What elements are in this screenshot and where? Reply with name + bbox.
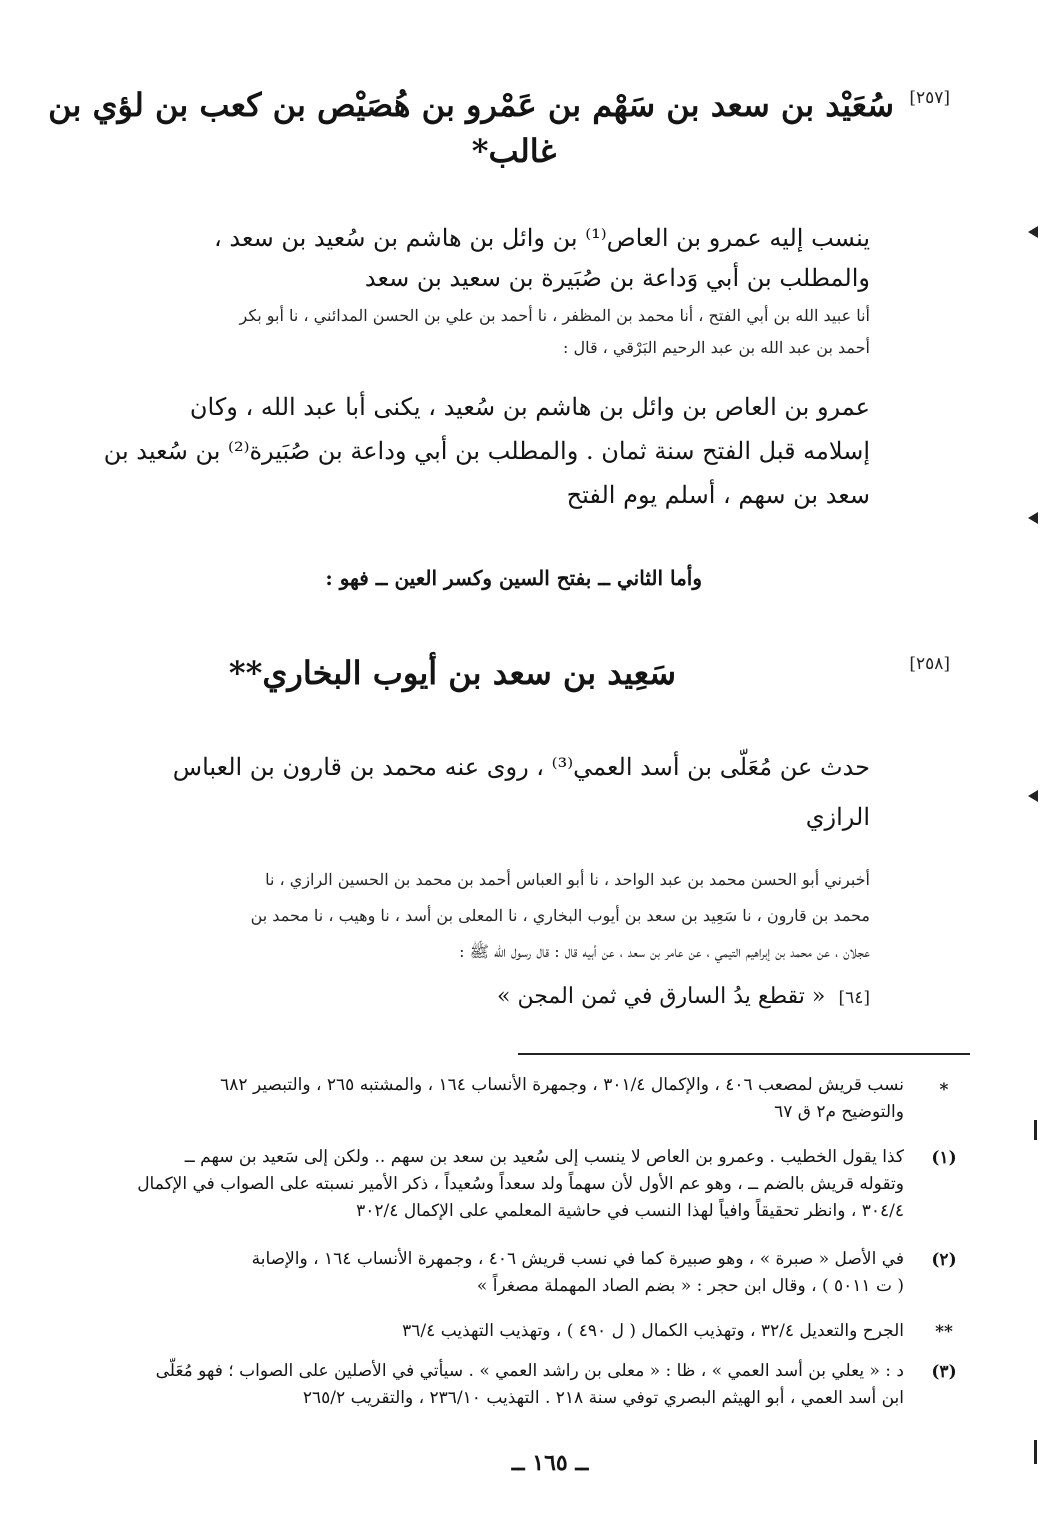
footnote-double-star	[144, 1318, 904, 1345]
transition-line: وأما الثاني ــ بفتح السين وكسر العين ــ فهو :	[325, 566, 702, 590]
margin-tick-mark	[1028, 512, 1038, 524]
footnote-mark: (٣)	[931, 1362, 957, 1382]
text-line: ينسب إليه عمرو بن العاص⁽¹⁾ بن وائل بن هاشم بن سُعيد بن سعد ،	[214, 224, 870, 252]
footnote-mark: (٢)	[931, 1250, 957, 1270]
entry-number-258: [٢٥٨]	[909, 654, 950, 674]
entry-258-isnad	[150, 862, 870, 970]
footnote-line: كذا يقول الخطيب . وعمرو بن العاص لا ينسب إلى سُعيد بن سعد بن سهم .. ولكن إلى سَعيد بن سهم ــ	[184, 1147, 904, 1167]
heading-line-1: سُعَيْد بن سعد بن سَهْم بن عَمْرو بن هُصَيْص بن كعب بن لؤي بن	[48, 86, 894, 124]
footnote-mark: *	[939, 1080, 949, 1100]
entry-number-257: [٢٥٧]	[909, 88, 950, 108]
footnote-line: والتوضيح م٢ ق ٦٧	[774, 1102, 904, 1122]
footnote-line: ( ت ٥٠١١ ) ، وقال ابن حجر : « بضم الصاد المهملة مصغراً »	[476, 1276, 904, 1296]
hadith-number: [٦٤]	[838, 988, 870, 1008]
text-line: سعد بن سهم ، أسلم يوم الفتح	[566, 481, 870, 509]
text-line: إسلامه قبل الفتح سنة ثمان . والمطلب بن أبي وداعة بن صُبَيرة⁽²⁾ بن سُعيد بن	[103, 437, 870, 465]
footnote-mark: **	[935, 1322, 953, 1342]
footnote-line: نسب قريش لمصعب ٤٠٦ ، والإكمال ٣٠١/٤ ، وجمهرة الأنساب ١٦٤ ، والمشتبه ٢٦٥ ، والتبصير ٦٨٢	[220, 1075, 904, 1095]
entry-258-paragraph	[150, 742, 870, 842]
isnad-line: أحمد بن عبد الله بن عبد الرحيم البَرْقي ، قال :	[562, 338, 870, 357]
page-number: ــ ١٦٥ ــ	[511, 1450, 589, 1476]
footnote-3	[144, 1358, 904, 1412]
text-line: حدث عن مُعَلّى بن أسد العمي⁽³⁾ ، روى عنه محمد بن قارون بن العباس	[172, 753, 870, 781]
footnote-2	[144, 1246, 904, 1300]
text-line: والمطلب بن أبي وَداعة بن صُبَيرة بن سعيد بن سعد	[364, 264, 870, 292]
entry-heading-258: سَعِيد بن سعد بن أيوب البخاري**	[228, 654, 676, 692]
isnad-line: محمد بن قارون ، نا سَعِيد بن سعد بن أيوب البخاري ، نا المعلى بن أسد ، نا وهيب ، نا محمد بن	[250, 906, 870, 925]
text-line: عمرو بن العاص بن وائل بن هاشم بن سُعيد ، يكنى أبا عبد الله ، وكان	[189, 393, 870, 421]
isnad-line: عجلان ، عن محمد بن إبراهيم التيمي ، عن عامر بن سعد ، عن أبيه قال : قال رسول الله ﷺ :	[459, 942, 870, 961]
entry-257-isnad	[150, 300, 870, 364]
footnote-star	[144, 1072, 904, 1126]
hadith-text: « تقطع يدُ السارق في ثمن المجن »	[497, 984, 826, 1009]
entry-257-paragraph-2	[103, 385, 870, 517]
text-line: الرازي	[805, 803, 870, 831]
footnote-line: ٣٠٤/٤ ، وانظر تحقيقاً وافياً لهذا النسب في حاشية المعلمي على الإكمال ٣٠٢/٤	[356, 1201, 904, 1221]
margin-tick-mark	[1028, 790, 1038, 802]
entry-257-paragraph-1	[150, 218, 870, 298]
isnad-line: أنا عبيد الله بن أبي الفتح ، أنا محمد بن المظفر ، نا أحمد بن علي بن الحسن المدائني ، نا أبو بكر	[239, 306, 870, 325]
footnote-line: وتقوله قريش بالضم ــ ، وهو عم الأول لأن سهماً ولد سعداً وسُعيداً ، ذكر الأمير نسبته على الصواب في الإكمال	[137, 1174, 904, 1194]
margin-edge-mark	[1034, 1120, 1037, 1140]
footnote-line: في الأصل « صبرة » ، وهو صبيرة كما في نسب قريش ٤٠٦ ، وجمهرة الأنساب ١٦٤ ، والإصابة	[251, 1249, 904, 1269]
footnote-line: د : « يعلي بن أسد العمي » ، ظا : « معلى بن راشد العمي » . سيأتي في الأصلين على الصواب ؛ فهو مُعَلّى	[155, 1361, 904, 1381]
margin-tick-mark	[1028, 226, 1038, 238]
entry-heading-257	[48, 82, 894, 174]
footnotes	[0, 1072, 1042, 1452]
hadith-line	[497, 984, 870, 1009]
footnote-1	[137, 1144, 904, 1225]
isnad-line: أخبرني أبو الحسن محمد بن عبد الواحد ، نا أبو العباس أحمد بن محمد بن الحسين الرازي ، نا	[265, 870, 870, 889]
footnote-mark: (١)	[931, 1148, 957, 1168]
heading-line-2: غالب*	[471, 132, 557, 170]
footnote-line: ابن أسد العمي ، أبو الهيثم البصري توفي سنة ٢١٨ . التهذيب ٢٣٦/١٠ ، والتقريب ٢٦٥/٢	[302, 1388, 904, 1408]
footnote-divider	[518, 1053, 970, 1055]
footnote-line: الجرح والتعديل ٣٢/٤ ، وتهذيب الكمال ( ل ٤٩٠ ) ، وتهذيب التهذيب ٣٦/٤	[402, 1321, 904, 1341]
margin-edge-mark	[1034, 1440, 1037, 1464]
